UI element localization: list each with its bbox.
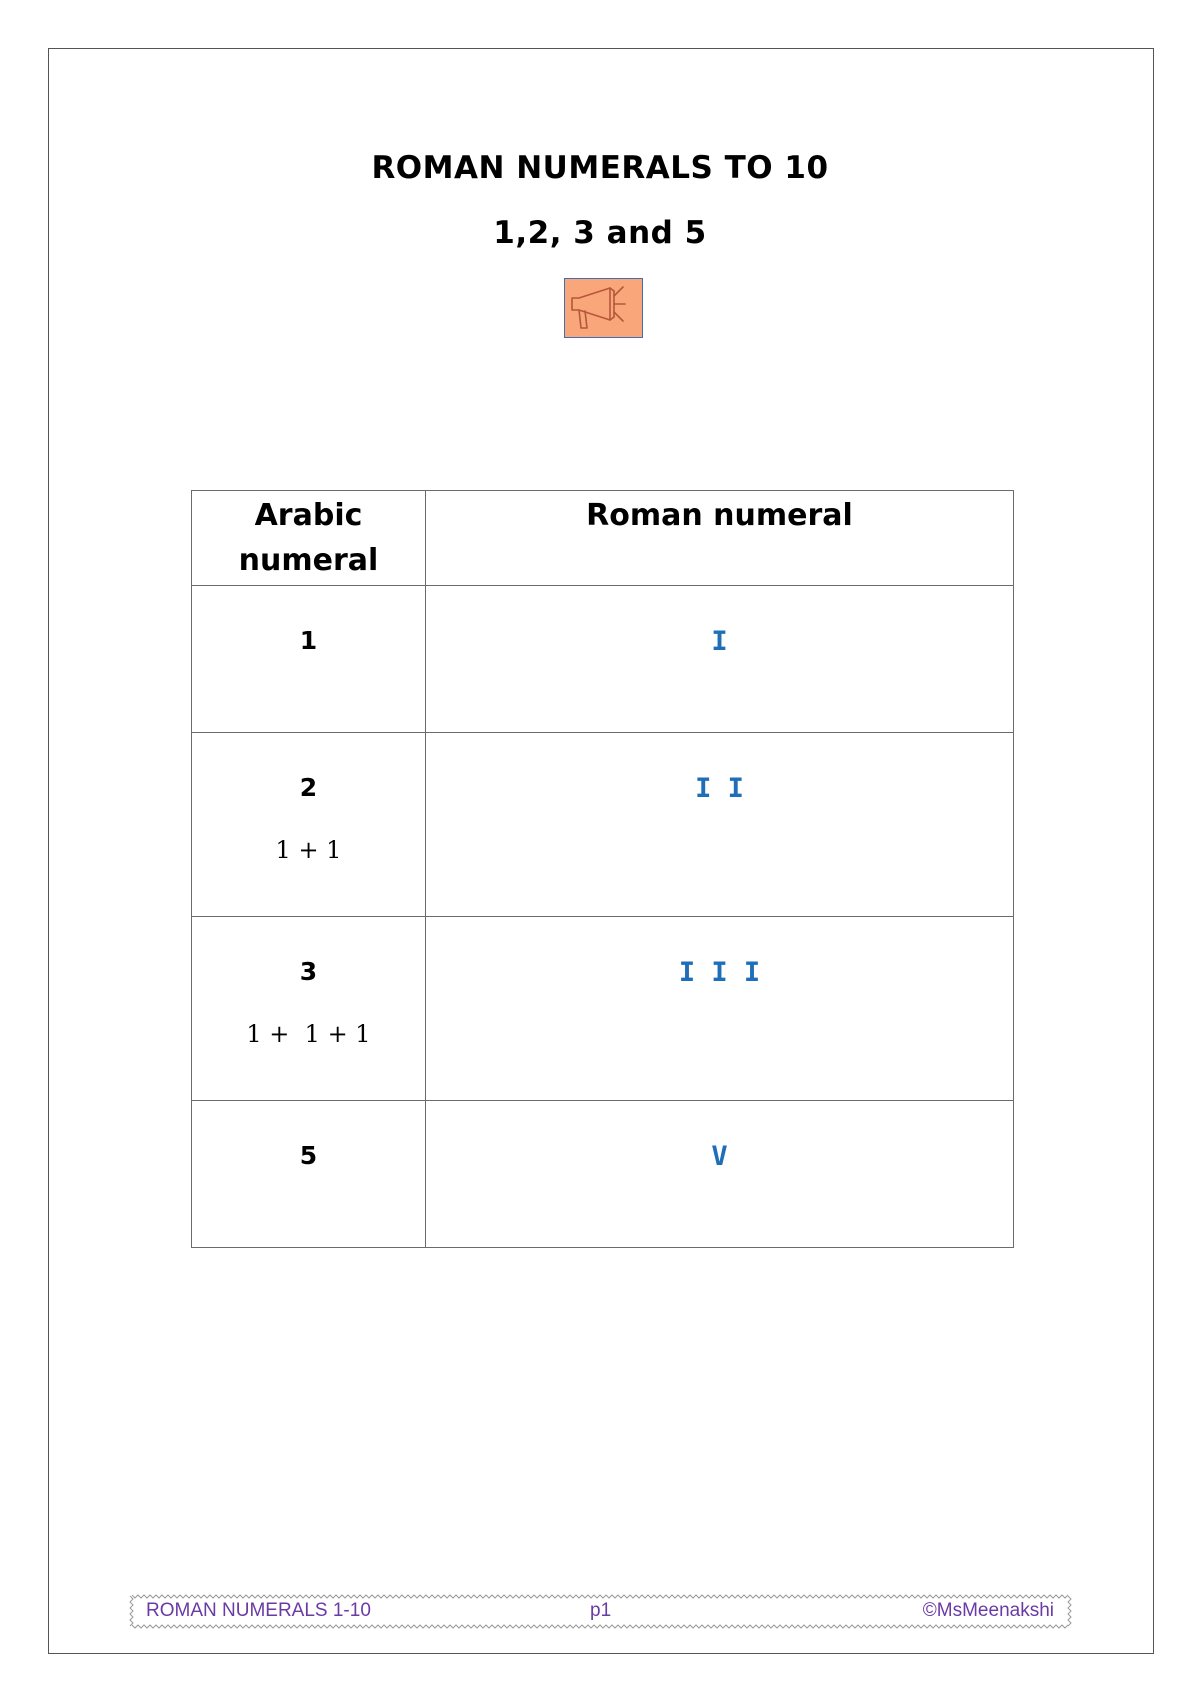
footer-copyright: ©MsMeenakshi xyxy=(922,1600,1054,1621)
column-header-arabic: Arabic numeral xyxy=(192,491,426,586)
table-row xyxy=(192,1101,1014,1248)
arabic-cell xyxy=(192,733,426,917)
table-row xyxy=(192,917,1014,1101)
footer-page-number: p1 xyxy=(590,1600,612,1621)
roman-numeral: I I xyxy=(695,773,744,804)
table-header-row xyxy=(192,491,1014,586)
arabic-number: 3 xyxy=(299,957,318,986)
roman-numeral: V xyxy=(711,1141,728,1172)
roman-cell xyxy=(426,586,1014,733)
roman-numerals-table xyxy=(191,490,1014,1248)
arabic-number: 2 xyxy=(299,773,318,802)
roman-numeral: I I I xyxy=(678,957,761,988)
page-title: ROMAN NUMERALS TO 10 xyxy=(371,150,829,186)
column-header-roman: Roman numeral xyxy=(426,491,1014,586)
speaker-icon[interactable] xyxy=(564,278,643,338)
arabic-number: 5 xyxy=(299,1141,318,1170)
page-subtitle: 1,2, 3 and 5 xyxy=(493,215,707,251)
page-footer xyxy=(128,1592,1074,1632)
arabic-number: 1 xyxy=(299,626,318,655)
roman-cell xyxy=(426,733,1014,917)
roman-numeral: I xyxy=(711,626,728,657)
arabic-cell xyxy=(192,917,426,1101)
table-row xyxy=(192,586,1014,733)
addition-expression: 1 + 1 + 1 xyxy=(246,1020,371,1048)
table-row xyxy=(192,733,1014,917)
footer-title: ROMAN NUMERALS 1-10 xyxy=(146,1600,371,1621)
arabic-cell xyxy=(192,1101,426,1248)
roman-cell xyxy=(426,1101,1014,1248)
arabic-cell xyxy=(192,586,426,733)
roman-cell xyxy=(426,917,1014,1101)
addition-expression: 1 + 1 xyxy=(275,836,342,864)
